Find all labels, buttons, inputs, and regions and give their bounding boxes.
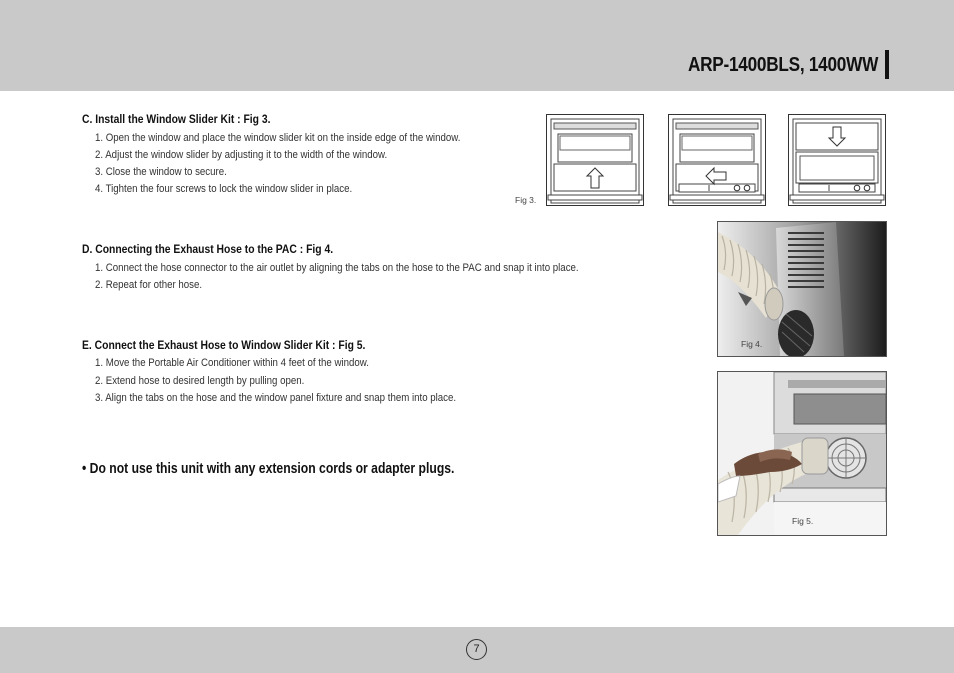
section-title-c: C. Install the Window Slider Kit : Fig 3. <box>82 114 271 126</box>
section-title-d: D. Connecting the Exhaust Hose to the PAC : Fig 4. <box>82 244 334 256</box>
fig4-label: Fig 4. <box>741 339 763 349</box>
step-e2: 2. Extend hose to desired length by pulling open. <box>95 375 305 387</box>
page-number: 7 <box>466 639 487 660</box>
section-title-e: E. Connect the Exhaust Hose to Window Slider Kit : Fig 5. <box>82 340 366 352</box>
model-title: ARP-1400BLS, 1400WW <box>687 54 878 76</box>
title-divider <box>885 50 889 79</box>
fig4-photo <box>717 221 887 357</box>
fig5-photo <box>717 371 887 536</box>
header-band <box>0 0 954 91</box>
step-e1: 1. Move the Portable Air Conditioner within 4 feet of the window. <box>95 357 369 369</box>
fig5-label: Fig 5. <box>792 516 814 526</box>
window-diagram-slider <box>668 114 766 206</box>
step-c1: 1. Open the window and place the window slider kit on the inside edge of the window. <box>95 132 461 144</box>
step-e3: 3. Align the tabs on the hose and the window panel fixture and snap them into place. <box>95 392 457 404</box>
step-c2: 2. Adjust the window slider by adjusting it to the width of the window. <box>95 149 388 161</box>
warning-note: • Do not use this unit with any extension cords or adapter plugs. <box>82 461 455 477</box>
step-c4: 4. Tighten the four screws to lock the window slider in place. <box>95 183 353 195</box>
step-d2: 2. Repeat for other hose. <box>95 279 203 291</box>
fig3-label: Fig 3. <box>515 195 537 205</box>
step-c3: 3. Close the window to secure. <box>95 166 227 178</box>
window-diagram-closed <box>788 114 886 206</box>
step-d1: 1. Connect the hose connector to the air outlet by aligning the tabs on the hose to the PAC and snap it into place. <box>95 262 579 274</box>
window-diagram-open <box>546 114 644 206</box>
